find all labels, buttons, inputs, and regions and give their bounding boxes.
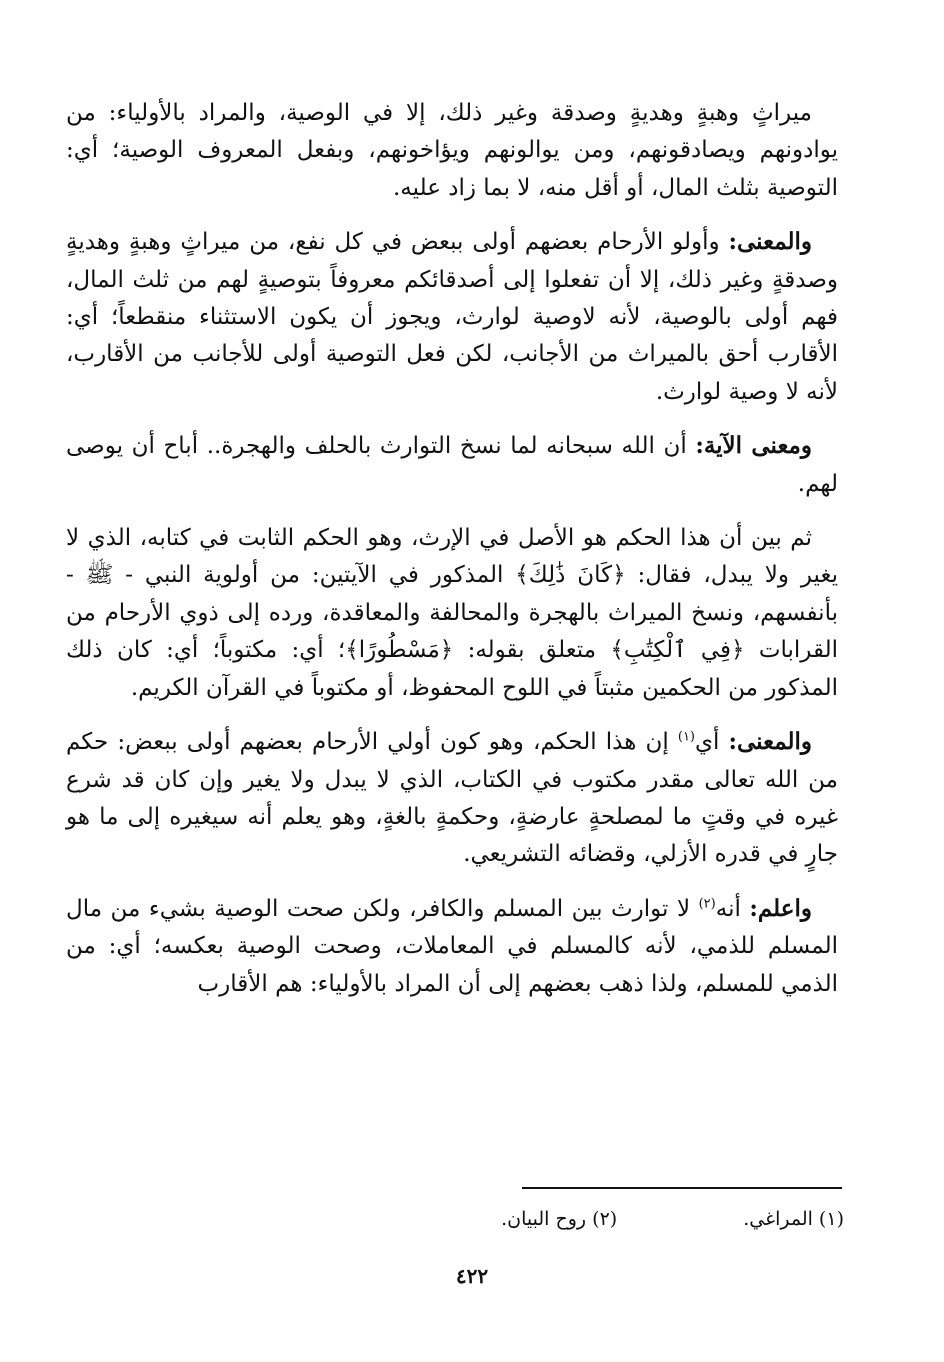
footnote-reference[interactable]: (١) (677, 729, 695, 745)
footnote-2: (٢) روح البيان. (501, 1208, 618, 1230)
footnote-divider (522, 1187, 842, 1189)
paragraph-4 (66, 519, 838, 707)
paragraph-text: أنه (715, 895, 750, 922)
paragraph-3 (66, 427, 838, 503)
paragraph-lead: والمعنى: (728, 728, 812, 756)
paragraph-2 (66, 223, 838, 411)
paragraph-text: ثم بين أن هذا الحكم هو الأصل في الإرث، وهو الحكم الثابت في كتابه، الذي لا يغير ولا يبدل، فقال: ﴿كَانَ ذَٰلِكَ﴾ المذكور في الآيتين: من أولوية النبي - ﷺ - بأنفسهم، ونسخ الميراث بالهجرة والمحالفة والمعاقدة، ورده إلى ذوي الأرحام من القرابات ﴿فِي ٱلْكِتَٰبِ﴾ متعلق بقوله: ﴿مَسْطُورًا﴾؛ أي: مكتوباً؛ أي: كان ذلك المذكور من الحكمين مثبتاً في اللوح المحفوظ، أو مكتوباً في القرآن الكريم. (66, 525, 838, 701)
paragraph-text-continued: لا توارث بين المسلم والكافر، ولكن صحت الوصية بشيء من مال المسلم للذمي، لأنه كالمسلم في المعاملات، وصحت الوصية بعكسه؛ أي: من الذمي للمسلم، ولذا ذهب بعضهم إلى أن المراد بالأولياء: هم الأقارب (66, 895, 838, 997)
paragraph-text: وأولو الأرحام بعضهم أولى ببعض في كل نفع، من ميراثٍ وهبةٍ وهديةٍ وصدقةٍ وغير ذلك، إلا أن تفعلوا إلى أصدقائكم معروفاً بتوصيةٍ لهم من ثلث المال، فهم أولى بالوصية، لأنه لاوصية لوارث، ويجوز أن يكون الاستثناء منقطعاً؛ أي: الأقارب أحق بالميراث من الأجانب، لكن فعل التوصية أولى للأجانب من الأقارب، لأنه لا وصية لوارث. (66, 229, 838, 405)
footnotes (84, 1206, 844, 1232)
paragraph-text-continued: إن هذا الحكم، وهو كون أولي الأرحام بعضهم أولى ببعض: حكم من الله تعالى مقدر مكتوب في الكتاب، الذي لا يبدل ولا يغير وإن كان قد شرع غيره في وقتٍ ما لمصلحةٍ عارضةٍ، وحكمةٍ بالغةٍ، وهو يعلم أنه سيغيره إلى ما هو جارٍ في قدره الأزلي، وقضائه التشريعي. (66, 729, 838, 868)
paragraph-text: أي (695, 729, 729, 756)
footnote-1: (١) المراغي. (743, 1208, 844, 1230)
paragraph-text: أن الله سبحانه لما نسخ التوارث بالحلف والهجرة.. أباح أن يوصى لهم. (66, 433, 838, 497)
body-text (66, 94, 838, 1019)
page-number: ٤٢٢ (455, 1264, 489, 1288)
paragraph-text: ميراثٍ وهبةٍ وهديةٍ وصدقة وغير ذلك، إلا في الوصية، والمراد بالأولياء: من يوادونهم ويصادقونهم، ومن يوالونهم ويؤاخونهم، وبفعل المعروف الوصية؛ أي: التوصية بثلث المال، أو أقل منه، لا بما زاد عليه. (66, 100, 838, 201)
paragraph-lead: واعلم: (749, 894, 813, 922)
paragraph-6 (66, 890, 838, 1003)
paragraph-5 (66, 723, 838, 874)
paragraph-lead: والمعنى: (728, 228, 812, 256)
footnote-reference[interactable]: (٢) (698, 896, 716, 912)
paragraph-1 (66, 94, 838, 207)
paragraph-lead: ومعنى الآية: (695, 432, 812, 460)
